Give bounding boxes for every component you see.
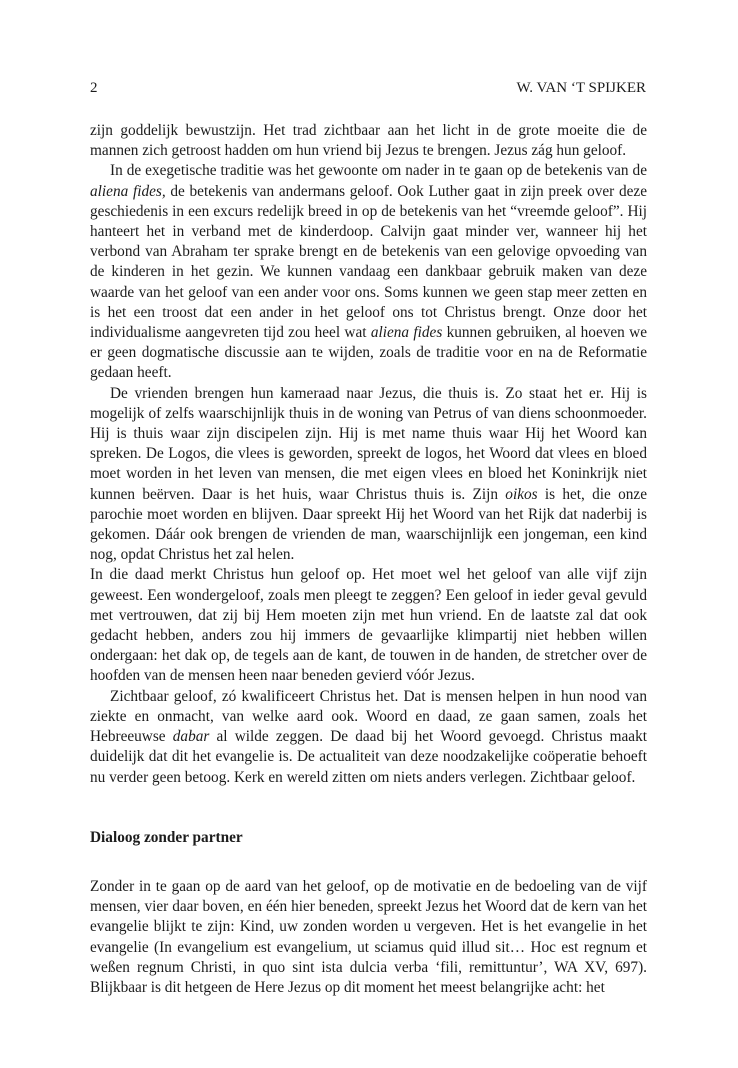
running-header (90, 79, 646, 97)
paragraphs (90, 121, 647, 788)
text-run: In de exegetische traditie was het gewoonte om nader in te gaan op de betekenis van de (110, 162, 647, 180)
text-run: de betekenis van andermans geloof. Ook Luther gaat in zijn preek over deze geschiedenis in een excurs redelijk breed in op de betekenis van het “vreemde geloof”. Hij hanteert het in verband met de kinderdoop. Calvijn gaat minder ver, wanneer hij het verbond van Abraham ter sprake brengt en de betekenis van een gelovige opvoeding van de kinderen in het gezin. We kunnen vandaag een dankbaar gebruik maken van deze waarde van het geloof van een ander voor ons. Soms kunnen we geen stap meer zetten en is het een troost dat een ander in het geloof ons tot Christus brengt. Onze door het individualisme aangevreten tijd zou heel wat (90, 182, 647, 342)
text-run: De vrienden brengen hun kameraad naar Jezus, die thuis is. Zo staat het er. Hij is mogelijk of zelfs waarschijnlijk thuis in de woning van Petrus of van diens schoonmoeder. Hij is thuis waar zijn discipelen zijn. Hij is met name thuis waar Hij het Woord kan spreken. De Logos, die vlees is geworden, spreekt de logos, het Woord dat vlees en bloed moet worden in het leven van mensen, die met eigen vlees en bloed het Koninkrijk niet kunnen beërven. Daar is het huis, waar Christus thuis is. Zijn (90, 384, 647, 503)
paragraph (90, 877, 647, 998)
text-run: Zonder in te gaan op de aard van het geloof, op de motivatie en de bedoeling van de vijf mensen, vier daar boven, en één hier beneden, spreekt Jezus het Woord dat de kern van het evangelie blijkt te zijn: Kind, uw zonden worden u vergeven. Het is het evangelie in het evangelie (In evangelium est evangelium, ut sciamus quid illud sit… Hoc est regnum et weßen regnum Christi, in quo sint ista dulcia verba ‘fili, remittuntur’, WA XV, 697). Blijkbaar is dit hetgeen de Here Jezus op dit moment het meest belangrijke acht: het (90, 877, 647, 996)
paragraph (90, 384, 647, 566)
text-run: Zichtbaar geloof, zó kwalificeert Christus het. Dat is mensen helpen in hun nood van ziekte en onmacht, van welke aard ook. Woord en daad, ze gaan samen, zoals het Hebreeuwse (90, 687, 647, 746)
text-run: zijn goddelijk bewustzijn. Het trad zichtbaar aan het licht in de grote moeite die de mannen zich getroost hadden om hun vriend bij Jezus te brengen. Jezus zág hun geloof. (90, 122, 647, 160)
text-run: kunnen gebruiken, al hoeven we er geen dogmatische discussie aan te wijden, zoals de traditie voor en na de Reformatie gedaan heeft. (90, 324, 647, 382)
italic-term: aliena fides, (90, 182, 166, 200)
paragraph (90, 121, 647, 161)
section-paragraphs (90, 877, 647, 998)
body-text (90, 121, 647, 998)
paragraph (90, 565, 647, 686)
page-number: 2 (90, 80, 98, 96)
italic-term: aliena fides (370, 324, 443, 342)
italic-term: dabar (172, 728, 210, 746)
text-run: In die daad merkt Christus hun geloof op. Het moet wel het geloof van alle vijf zijn geweest. Een wondergeloof, zoals men pleegt te zeggen? Een geloof in ieder geval gevuld met vertrouwen, dat zij bij Hem moeten zijn met hun vriend. En de laatste zal dat ook gedacht hebben, anders zou hij immers de gevaarlijke klimpartij niet hebben willen ondergaan: het dak op, de tegels aan de kant, de touwen in de handen, de stretcher over de hoofden van de mensen heen naar beneden gevierd vóór Jezus. (90, 566, 647, 685)
running-title: W. VAN ‘T SPIJKER (516, 80, 646, 96)
text-run: is het, die onze parochie moet worden en blijven. Daar spreekt Hij het Woord van het Rijk dat naderbij is gekomen. Dáár ook brengen de vrienden de man, waarschijnlijk een jongeman, een kind nog, opdat Christus het zal helen. (90, 485, 647, 564)
italic-term: oikos (505, 485, 538, 503)
paragraph (90, 161, 647, 383)
section-heading: Dialoog zonder partner (90, 828, 243, 846)
text-run: al wilde zeggen. De daad bij het Woord gevoegd. Christus maakt duidelijk dat dit het evangelie is. De actualiteit van deze noodzakelijke coöperatie behoeft nu verder geen betoog. Kerk en wereld zitten om niets anders verlegen. Zichtbaar geloof. (90, 728, 647, 786)
paragraph (90, 687, 647, 788)
